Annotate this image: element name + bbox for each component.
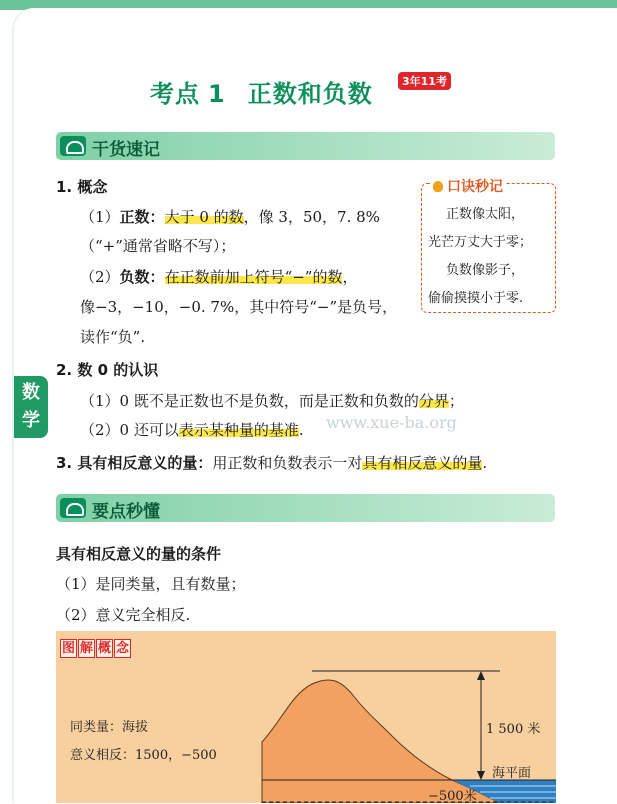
mnemonic-line: 负数像影子， (446, 263, 525, 278)
positive-definition: （1）正数：大于 0 的数，像 3，50，7. 8% (80, 208, 380, 226)
section-header-key-points: 要点秒懂 (56, 494, 555, 522)
concept-heading: 1. 概念 (56, 178, 108, 196)
mnemonic-title: 口诀秒记 (430, 176, 506, 196)
opposite-quantities: 3. 具有相反意义的量：用正数和负数表示一对具有相反意义的量. (56, 454, 488, 472)
negative-examples: 像−3，−10，−0. 7%，其中符号“−”是负号， (80, 298, 398, 316)
same-kind-label: 同类量：海拔 (70, 720, 149, 735)
zero-item-1: （1）0 既不是正数也不是负数，而是正数和负数的分界； (80, 392, 464, 410)
section-header-essentials: 干货速记 (56, 132, 555, 160)
negative-reading: 读作“负”. (80, 328, 146, 346)
opposite-label: 意义相反：1500，−500 (70, 748, 217, 763)
sea-level-label: 海平面 (492, 766, 532, 781)
mnemonic-line: 正数像太阳， (446, 207, 525, 222)
exam-frequency-badge: 3年11考 (398, 72, 451, 90)
mnemonic-line: 偷偷摸摸小于零. (428, 291, 524, 306)
depth-label: −500米 (428, 789, 477, 804)
mnemonic-line: 光芒万丈大于零； (428, 235, 533, 250)
condition-item: （2）意义完全相反. (56, 606, 191, 624)
subject-tab-math: 数 学 (14, 376, 48, 438)
page-title: 考点 1 正数和负数 (150, 80, 373, 108)
watermark: www.xue-ba.org (326, 413, 457, 432)
height-label: 1 500 米 (486, 722, 541, 737)
positive-note: （“+”通常省略不写）； (80, 237, 236, 255)
zero-heading: 2. 数 0 的认识 (56, 361, 159, 379)
arrow-up-icon (477, 671, 485, 680)
negative-definition: （2）负数：在正数前加上符号“−”的数， (80, 268, 358, 286)
zero-item-2: （2）0 还可以表示某种量的基准. (80, 421, 304, 439)
arrow-down-icon (477, 771, 485, 780)
condition-item: （1）是同类量，且有数量； (56, 575, 246, 593)
conditions-heading: 具有相反意义的量的条件 (56, 545, 222, 563)
diagram-title: 图 解 概 念 (62, 641, 130, 656)
